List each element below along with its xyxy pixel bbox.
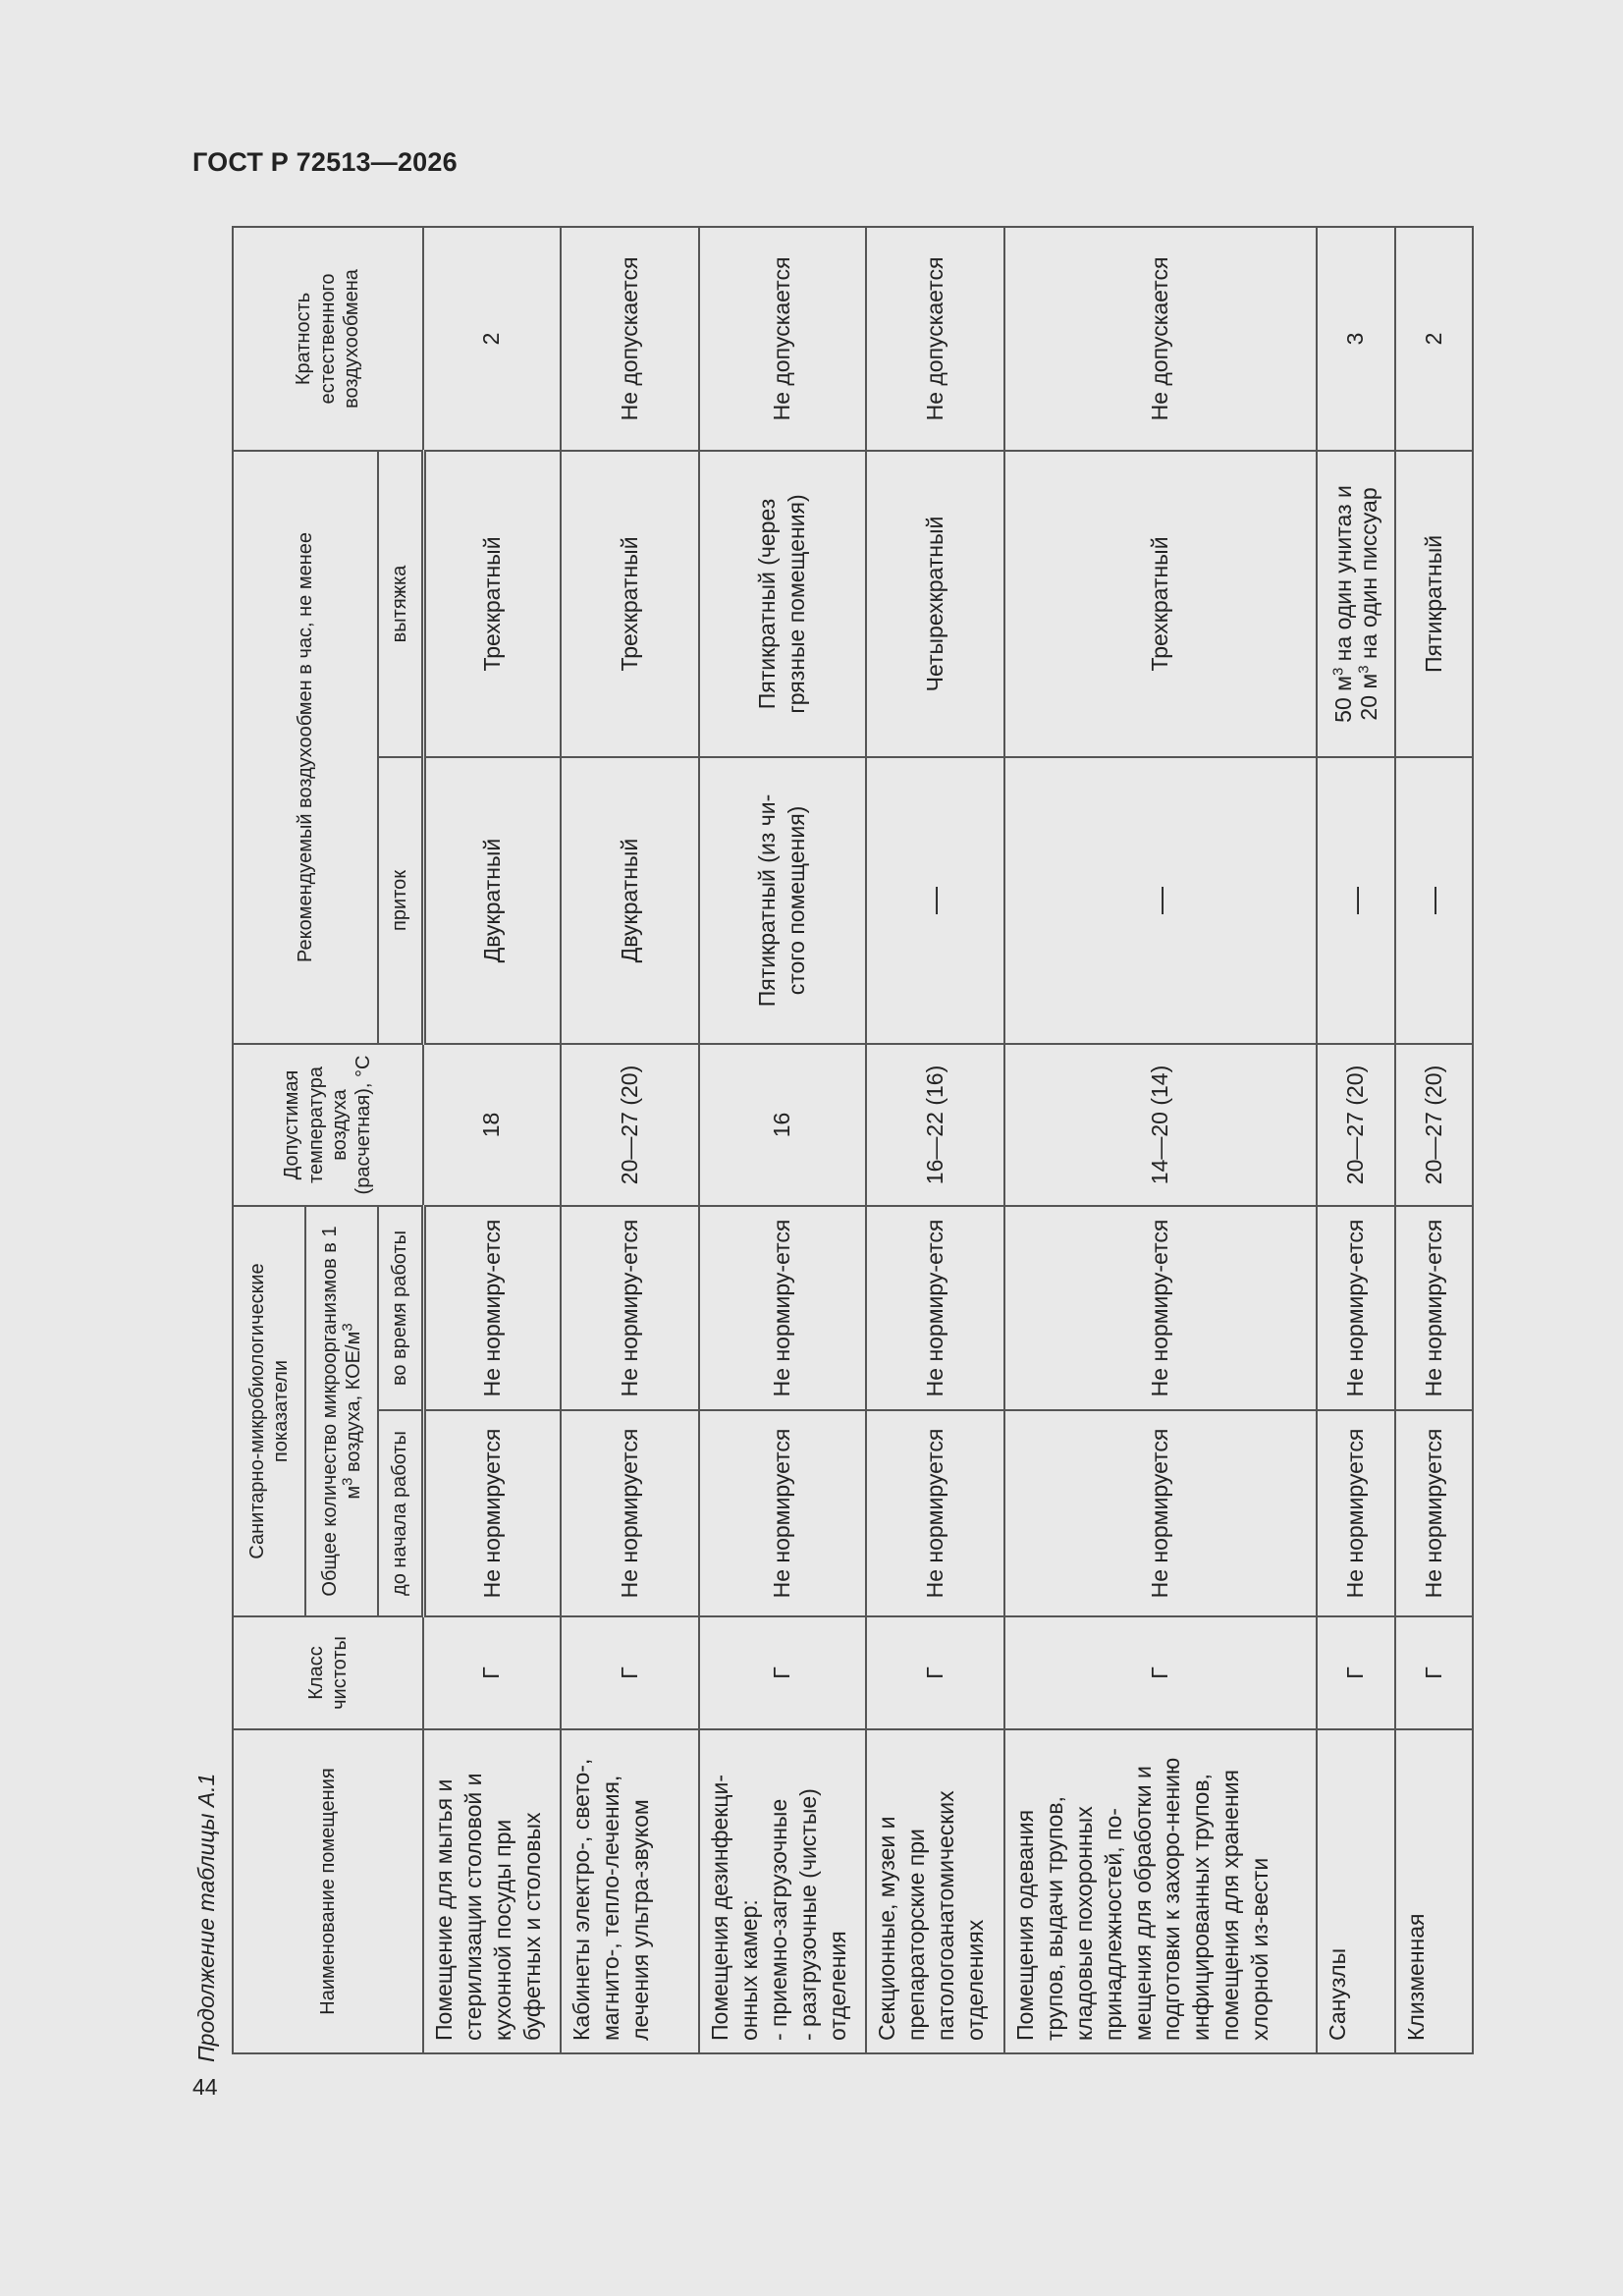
cell-natural: 2: [423, 227, 561, 451]
cell-temp: 20—27 (20): [1395, 1044, 1473, 1206]
cell-exhaust: 50 $м^3$ на один унитаз и 20 $м^3$ на один писсуар: [1317, 451, 1395, 757]
cell-during: Не нормиру-ется: [699, 1206, 866, 1410]
table-caption: Продолжение таблицы А.1: [193, 1773, 219, 2062]
table-row: [1395, 227, 1473, 2053]
page-number: 44: [192, 2074, 218, 2100]
table-row: [1004, 227, 1317, 2053]
cell-temp: 14—20 (14): [1004, 1044, 1317, 1206]
cell-name: Секционные, музеи и препараторские при патологоанатомических отделениях: [866, 1729, 1004, 2053]
cell-class: Г: [561, 1616, 699, 1729]
table-row: [561, 227, 699, 2053]
cell-exhaust: Трехкратный: [423, 451, 561, 757]
cell-natural: Не допускается: [866, 227, 1004, 451]
cell-before: Не нормируется: [866, 1410, 1004, 1616]
cell-class: Г: [1317, 1616, 1395, 1729]
cell-temp: 16—22 (16): [866, 1044, 1004, 1206]
header-temperature: Допустимая температура воздуха (расчетная), °С: [233, 1044, 423, 1206]
cell-temp: 18: [423, 1044, 561, 1206]
cell-temp: 20—27 (20): [1317, 1044, 1395, 1206]
header-sanitary: Санитарно-микробиологические показатели: [233, 1206, 305, 1616]
cell-before: Не нормируется: [561, 1410, 699, 1616]
cell-natural: Не допускается: [699, 227, 866, 451]
cell-supply: Двукратный: [423, 757, 561, 1044]
cell-during: Не нормиру-ется: [866, 1206, 1004, 1410]
cell-before: Не нормируется: [1004, 1410, 1317, 1616]
ventilation-table: [232, 226, 1474, 2054]
cell-natural: 2: [1395, 227, 1473, 451]
cell-exhaust: Трехкратный: [1004, 451, 1317, 757]
header-name: Наименование помещения: [233, 1729, 423, 2053]
header-natural-exchange: Кратность естественного воздухообмена: [233, 227, 423, 451]
header-class: Класс чистоты: [233, 1616, 423, 1729]
cell-supply: Двукратный: [561, 757, 699, 1044]
cell-supply: —: [1395, 757, 1473, 1044]
table-row: [1317, 227, 1395, 2053]
cell-name: Клизменная: [1395, 1729, 1473, 2053]
header-before-work: до начала работы: [378, 1410, 423, 1616]
cell-temp: 20—27 (20): [561, 1044, 699, 1206]
table-row: [699, 227, 866, 2053]
cell-during: Не нормиру-ется: [1004, 1206, 1317, 1410]
cell-during: Не нормиру-ется: [561, 1206, 699, 1410]
cell-exhaust: Трехкратный: [561, 451, 699, 757]
header-air-exchange: Рекомендуемый воздухообмен в час, не менее: [233, 451, 378, 1044]
cell-class: Г: [1395, 1616, 1473, 1729]
cell-before: Не нормируется: [1395, 1410, 1473, 1616]
cell-during: Не нормиру-ется: [423, 1206, 561, 1410]
cell-during: Не нормиру-ется: [1395, 1206, 1473, 1410]
header-supply: приток: [378, 757, 423, 1044]
table-row: [866, 227, 1004, 2053]
cell-before: Не нормируется: [423, 1410, 561, 1616]
cell-exhaust: Пятикратный: [1395, 451, 1473, 757]
cell-exhaust: Четырехкратный: [866, 451, 1004, 757]
table-row: [423, 227, 561, 2053]
cell-before: Не нормируется: [699, 1410, 866, 1616]
cell-class: Г: [1004, 1616, 1317, 1729]
cell-class: Г: [423, 1616, 561, 1729]
header-exhaust: вытяжка: [378, 451, 423, 757]
cell-class: Г: [699, 1616, 866, 1729]
cell-supply: —: [866, 757, 1004, 1044]
cell-name: Помещения одевания трупов, выдачи трупов, кладовые похоронных принадлежностей, по-мещения для обработки и подготовки к захоро-нению инфицированных трупов, помещения для хранения хлорной из-вести: [1004, 1729, 1317, 2053]
cell-natural: Не допускается: [561, 227, 699, 451]
cell-name: Кабинеты электро-, свето-, магнито-, тепло-лечения, лечения ультра-звуком: [561, 1729, 699, 2053]
cell-exhaust: Пятикратный (через грязные помещения): [699, 451, 866, 757]
header-during-work: во время работы: [378, 1206, 423, 1410]
cell-name: Помещения дезинфекци-онных камер: - приемно-загрузочные - разгрузочные (чистые) отделения: [699, 1729, 866, 2053]
document-header: ГОСТ Р 72513—2026: [192, 147, 458, 177]
cell-supply: Пятикратный (из чи-стого помещения): [699, 757, 866, 1044]
table-container: [232, 228, 1472, 2054]
cell-natural: Не допускается: [1004, 227, 1317, 451]
cell-supply: —: [1317, 757, 1395, 1044]
cell-temp: 16: [699, 1044, 866, 1206]
cell-during: Не нормиру-ется: [1317, 1206, 1395, 1410]
cell-supply: —: [1004, 757, 1317, 1044]
header-microbes-total: Общее количество микроорганизмов в 1 $м^3$ воздуха, КОЕ/$м^3$: [305, 1206, 378, 1616]
cell-name: Помещение для мытья и стерилизации столовой и кухонной посуды при буфетных и столовых: [423, 1729, 561, 2053]
cell-before: Не нормируется: [1317, 1410, 1395, 1616]
cell-natural: 3: [1317, 227, 1395, 451]
cell-name: Санузлы: [1317, 1729, 1395, 2053]
cell-class: Г: [866, 1616, 1004, 1729]
